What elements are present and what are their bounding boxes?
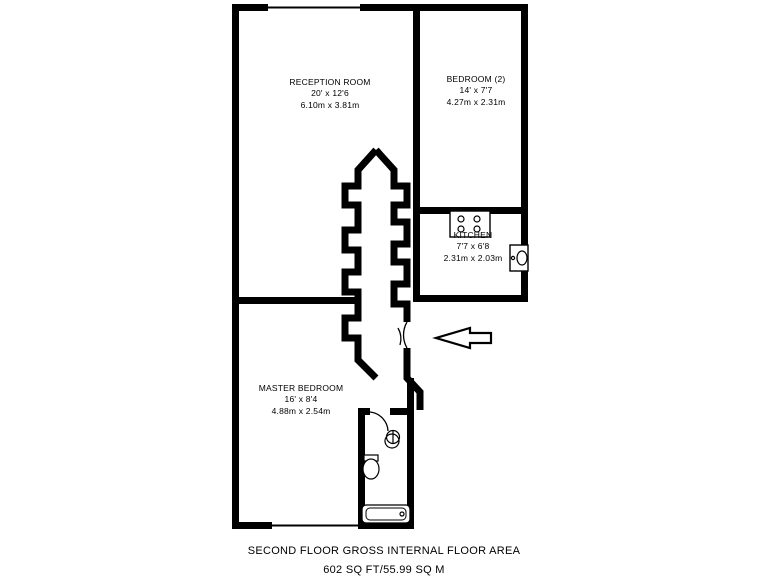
room-label-bedroom-2: [447, 74, 506, 108]
room-dimensions-metric: 4.27m x 2.31m: [446, 96, 506, 107]
room-dimensions-metric: 2.31m x 2.03m: [443, 252, 503, 263]
toilet: [363, 459, 379, 479]
room-dimensions-imperial: 16' x 8'4: [284, 394, 318, 405]
room-dimensions-imperial: 14' x 7'7: [459, 85, 493, 96]
room-name: KITCHEN: [453, 229, 493, 240]
floor-area-caption-line1: SECOND FLOOR GROSS INTERNAL FLOOR AREA: [247, 545, 521, 557]
room-name: BEDROOM (2): [446, 73, 506, 84]
floor-area-caption-line2: 602 SQ FT/55.99 SQ M: [323, 564, 445, 576]
room-dimensions-metric: 4.88m x 2.54m: [271, 405, 331, 416]
entrance-direction-arrow: [436, 328, 491, 348]
room-name: MASTER BEDROOM: [258, 382, 344, 393]
bathroom-fixtures: [362, 431, 410, 524]
room-dimensions-imperial: 20' x 12'6: [311, 88, 349, 99]
bathroom-door-swing: [370, 412, 388, 431]
room-label-reception-room: [289, 77, 370, 111]
kitchen-sink: [510, 245, 528, 271]
room-label-kitchen: [444, 230, 503, 264]
room-dimensions-metric: 6.10m x 3.81m: [300, 99, 360, 110]
room-dimensions-imperial: 7'7 x 6'8: [456, 241, 490, 252]
entrance-door-swing: [404, 322, 407, 348]
room-label-master-bedroom: [259, 383, 344, 417]
room-name: RECEPTION ROOM: [289, 76, 371, 87]
